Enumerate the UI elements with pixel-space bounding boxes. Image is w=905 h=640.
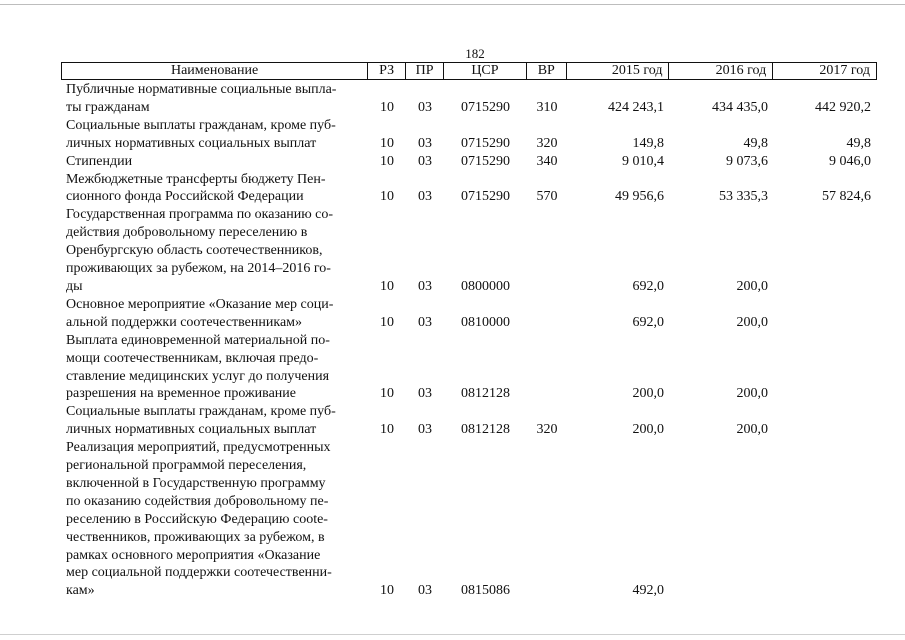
cell-rz: 10 bbox=[380, 583, 394, 599]
cell-2015: 492,0 bbox=[632, 583, 664, 599]
cell-vr: 340 bbox=[536, 153, 558, 169]
cell-2017: 9 046,0 bbox=[829, 153, 871, 169]
name-line: разрешения на временное проживание bbox=[66, 386, 296, 402]
cell-2017: 57 824,6 bbox=[822, 189, 871, 205]
name-line: альной поддержки соотечественникам» bbox=[66, 314, 303, 330]
name-line: Стипендии bbox=[66, 153, 133, 169]
cell-2015: 692,0 bbox=[632, 314, 664, 330]
name-line: Выплата единовременной материальной по- bbox=[66, 332, 330, 348]
cell-2016: 200,0 bbox=[736, 314, 768, 330]
cell-2017: 442 920,2 bbox=[815, 99, 871, 115]
name-line: реселению в Российскую Федерацию соote- bbox=[66, 511, 328, 527]
cell-pr: 03 bbox=[418, 314, 432, 330]
cell-2016: 49,8 bbox=[743, 135, 768, 151]
cell-pr: 03 bbox=[418, 135, 432, 151]
name-line: ты гражданам bbox=[66, 99, 150, 115]
cell-name bbox=[61, 439, 368, 600]
table-header bbox=[61, 62, 877, 80]
cell-vr: 320 bbox=[536, 422, 558, 438]
cell-name bbox=[61, 206, 368, 296]
name-line: Социальные выплаты гражданам, кроме пуб- bbox=[66, 117, 336, 133]
table-row bbox=[61, 206, 877, 296]
name-line: Реализация мероприятий, предусмотренных bbox=[66, 440, 331, 456]
cell-vr: 310 bbox=[536, 99, 558, 115]
cell-rz: 10 bbox=[380, 278, 394, 294]
name-line: Оренбургскую область соотечественников, bbox=[66, 243, 323, 259]
cell-2016: 53 335,3 bbox=[719, 189, 768, 205]
cell-2015: 200,0 bbox=[632, 422, 664, 438]
name-line: рамках основного мероприятия «Оказание bbox=[66, 547, 321, 563]
header-csr: ЦСР bbox=[444, 63, 527, 79]
header-2015: 2015 год bbox=[567, 63, 670, 79]
name-line: проживающих за рубежом, на 2014–2016 го- bbox=[66, 261, 331, 277]
cell-rz: 10 bbox=[380, 314, 394, 330]
name-line: личных нормативных социальных выплат bbox=[66, 422, 317, 438]
name-line: ставление медицинских услуг до получения bbox=[66, 368, 330, 384]
name-line: ды bbox=[66, 278, 83, 294]
name-line: Основное мероприятие «Оказание мер соци- bbox=[66, 296, 334, 312]
cell-vr: 320 bbox=[536, 135, 558, 151]
name-line: действия добровольному переселению в bbox=[66, 225, 308, 241]
cell-name bbox=[61, 403, 368, 439]
cell-name bbox=[61, 153, 368, 171]
name-line: по оказанию содействия добровольному пе- bbox=[66, 493, 329, 509]
cell-name bbox=[61, 81, 368, 117]
cell-csr: 0715290 bbox=[461, 189, 510, 205]
table-row bbox=[61, 332, 877, 404]
cell-csr: 0715290 bbox=[461, 153, 510, 169]
cell-vr: 570 bbox=[536, 189, 558, 205]
cell-name bbox=[61, 171, 368, 207]
cell-csr: 0812128 bbox=[461, 422, 510, 438]
cell-2016: 200,0 bbox=[736, 278, 768, 294]
name-line: кам» bbox=[66, 583, 95, 599]
cell-2016: 434 435,0 bbox=[712, 99, 768, 115]
cell-2017: 49,8 bbox=[846, 135, 871, 151]
cell-2015: 200,0 bbox=[632, 386, 664, 402]
header-vr: ВР bbox=[527, 63, 567, 79]
cell-name bbox=[61, 332, 368, 404]
name-line: Государственная программа по оказанию со- bbox=[66, 207, 334, 223]
cell-pr: 03 bbox=[418, 386, 432, 402]
cell-csr: 0800000 bbox=[461, 278, 510, 294]
name-line: Межбюджетные трансферты бюджету Пен- bbox=[66, 171, 326, 187]
name-line: мер социальной поддержки соотечественни- bbox=[66, 565, 332, 581]
cell-rz: 10 bbox=[380, 189, 394, 205]
table-row bbox=[61, 439, 877, 600]
name-line: Социальные выплаты гражданам, кроме пуб- bbox=[66, 404, 336, 420]
header-rz: РЗ bbox=[368, 63, 406, 79]
name-line: включенной в Государственную программу bbox=[66, 475, 326, 491]
cell-csr: 0715290 bbox=[461, 135, 510, 151]
header-2017: 2017 год bbox=[819, 63, 870, 78]
cell-2015: 692,0 bbox=[632, 278, 664, 294]
cell-csr: 0815086 bbox=[461, 583, 510, 599]
header-name: Наименование bbox=[62, 63, 368, 79]
name-line: личных нормативных социальных выплат bbox=[66, 135, 317, 151]
cell-2015: 424 243,1 bbox=[608, 99, 664, 115]
scan-top-edge bbox=[0, 4, 905, 5]
cell-2015: 9 010,4 bbox=[622, 153, 664, 169]
cell-csr: 0810000 bbox=[461, 314, 510, 330]
table-row bbox=[61, 153, 877, 171]
scan-bottom-edge bbox=[0, 634, 905, 635]
cell-pr: 03 bbox=[418, 278, 432, 294]
table-row bbox=[61, 296, 877, 332]
table-row bbox=[61, 403, 877, 439]
cell-pr: 03 bbox=[418, 583, 432, 599]
cell-pr: 03 bbox=[418, 99, 432, 115]
table-row bbox=[61, 117, 877, 153]
cell-2016: 200,0 bbox=[736, 386, 768, 402]
cell-2016: 9 073,6 bbox=[726, 153, 768, 169]
cell-csr: 0715290 bbox=[461, 99, 510, 115]
header-pr: ПР bbox=[406, 63, 444, 79]
table-body bbox=[61, 81, 877, 600]
cell-2016: 200,0 bbox=[736, 422, 768, 438]
table-row bbox=[61, 171, 877, 207]
table-row bbox=[61, 81, 877, 117]
name-line: региональной программой переселения, bbox=[66, 458, 307, 474]
name-line: сионного фонда Российской Федерации bbox=[66, 189, 304, 205]
cell-rz: 10 bbox=[380, 422, 394, 438]
cell-2015: 149,8 bbox=[632, 135, 664, 151]
cell-name bbox=[61, 117, 368, 153]
cell-pr: 03 bbox=[418, 422, 432, 438]
page-number: 182 bbox=[465, 46, 485, 61]
cell-csr: 0812128 bbox=[461, 386, 510, 402]
cell-rz: 10 bbox=[380, 135, 394, 151]
cell-pr: 03 bbox=[418, 153, 432, 169]
cell-2015: 49 956,6 bbox=[615, 189, 664, 205]
cell-rz: 10 bbox=[380, 386, 394, 402]
header-2016: 2016 год bbox=[669, 63, 773, 79]
name-line: Публичные нормативные социальные выпла- bbox=[66, 82, 337, 97]
name-line: чественников, проживающих за рубежом, в bbox=[66, 529, 325, 545]
cell-rz: 10 bbox=[380, 153, 394, 169]
name-line: мощи соотечественникам, включая предо- bbox=[66, 350, 319, 366]
cell-pr: 03 bbox=[418, 189, 432, 205]
cell-name bbox=[61, 296, 368, 332]
cell-rz: 10 bbox=[380, 99, 394, 115]
